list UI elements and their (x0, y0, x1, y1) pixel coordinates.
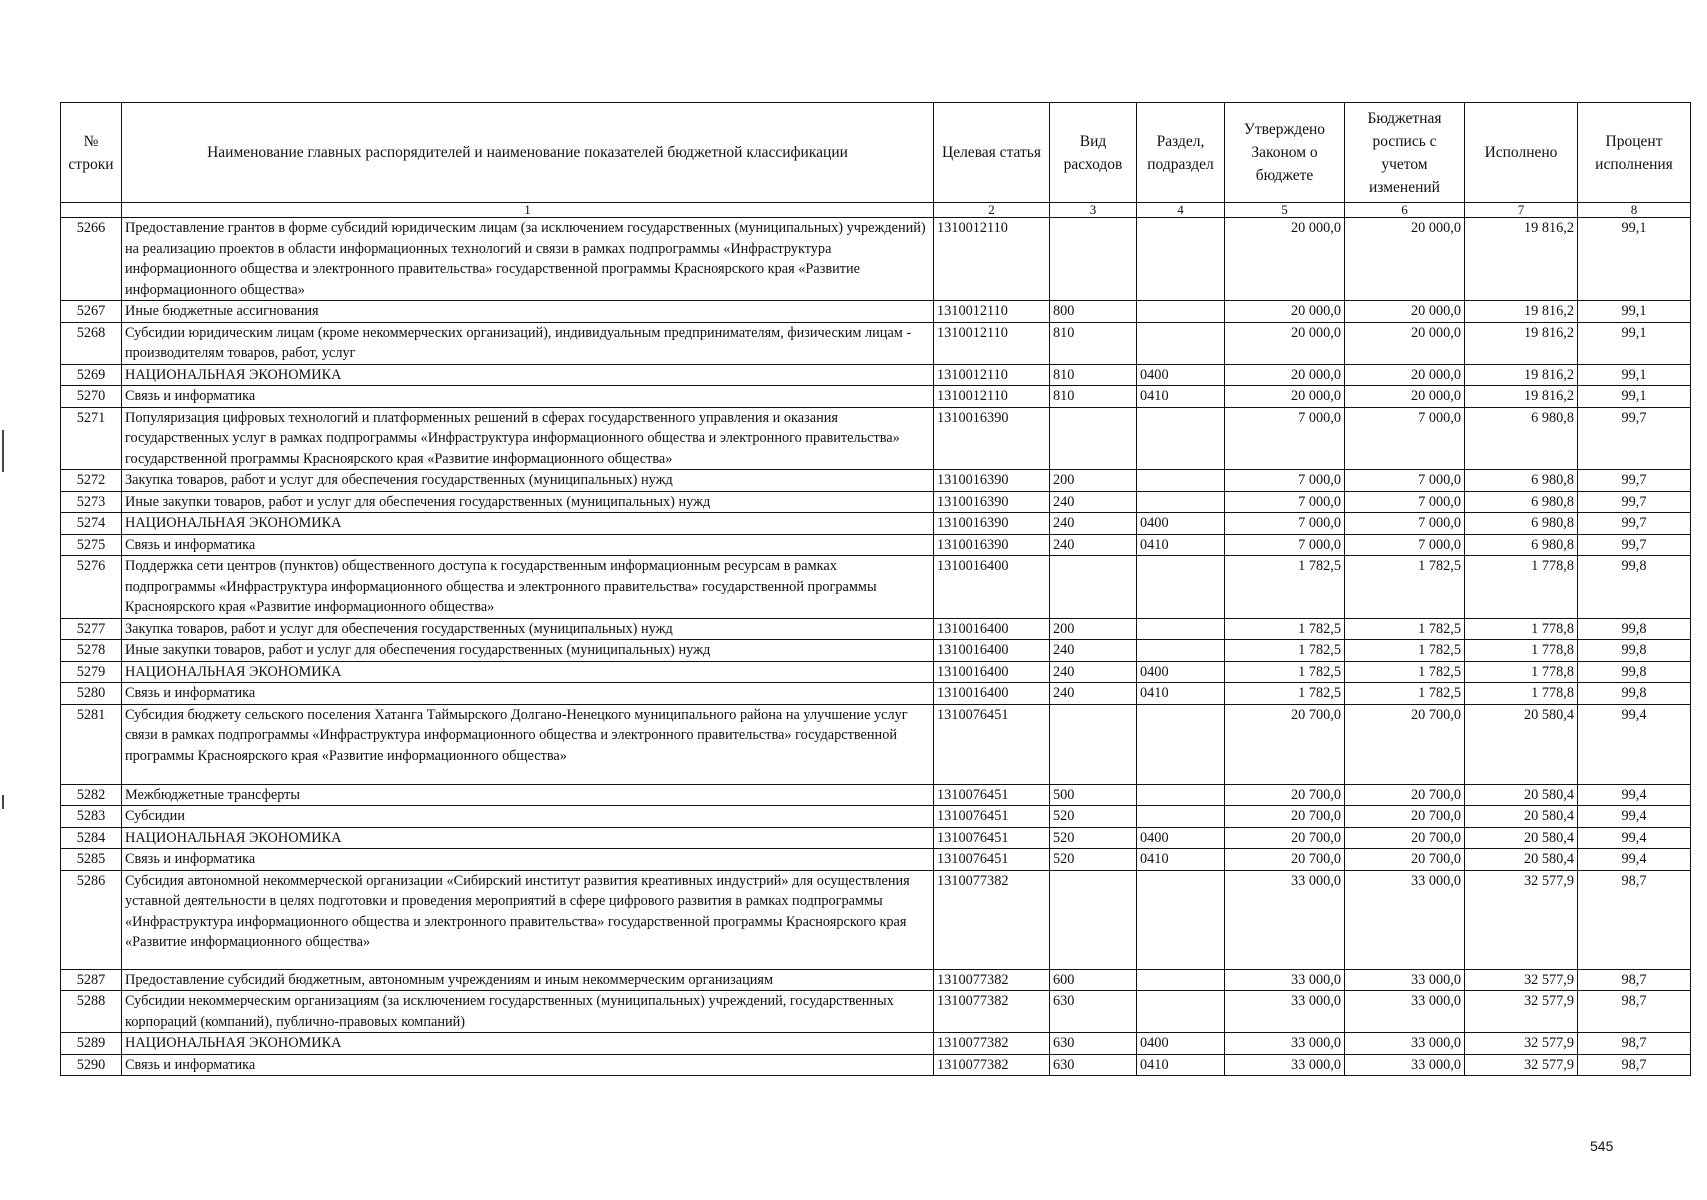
row-number-cell: 5277 (61, 618, 122, 640)
section-cell (1137, 491, 1225, 513)
percent-cell: 99,4 (1578, 784, 1691, 806)
percent-cell: 99,8 (1578, 683, 1691, 705)
section-cell (1137, 991, 1225, 1033)
executed-amount-cell: 32 577,9 (1465, 991, 1578, 1033)
section-cell (1137, 640, 1225, 662)
executed-amount-cell: 20 580,4 (1465, 806, 1578, 828)
executed-amount-cell: 1 778,8 (1465, 640, 1578, 662)
expense-type-cell: 240 (1050, 640, 1137, 662)
section-cell (1137, 322, 1225, 364)
percent-cell: 99,4 (1578, 849, 1691, 871)
executed-amount-cell: 19 816,2 (1465, 218, 1578, 301)
section-cell (1137, 618, 1225, 640)
budget-schedule-cell: 20 700,0 (1345, 849, 1465, 871)
budget-schedule-cell: 33 000,0 (1345, 1033, 1465, 1055)
target-article-cell: 1310077382 (934, 969, 1050, 991)
approved-amount-cell: 33 000,0 (1225, 1054, 1345, 1076)
scan-artifact-mark (2, 430, 4, 472)
column-number: 8 (1578, 203, 1691, 218)
indicator-name-cell: Связь и информатика (122, 683, 934, 705)
budget-schedule-cell: 1 782,5 (1345, 640, 1465, 662)
column-number: 3 (1050, 203, 1137, 218)
expense-type-cell (1050, 407, 1137, 470)
indicator-name-cell: Поддержка сети центров (пунктов) общественного доступа к государственным информационным ресурсам в рамках подпрограммы «Инфраструктура информационного общества и электронного правительства» государственной программы Красноярского края «Развитие информационного общества» (122, 556, 934, 619)
header-approved: Утверждено Законом о бюджете (1225, 103, 1345, 203)
percent-cell: 98,7 (1578, 991, 1691, 1033)
indicator-name-cell: Популяризация цифровых технологий и платформенных решений в сферах государственного управления и оказания государственных услуг в рамках подпрограммы «Инфраструктура информационного общества и электронного правительства» государственной программы Красноярского края «Развитие информационного общества» (122, 407, 934, 470)
percent-cell: 99,7 (1578, 513, 1691, 535)
budget-schedule-cell: 20 000,0 (1345, 364, 1465, 386)
executed-amount-cell: 6 980,8 (1465, 534, 1578, 556)
indicator-name-cell: Закупка товаров, работ и услуг для обеспечения государственных (муниципальных) нужд (122, 470, 934, 492)
indicator-name-cell: Предоставление грантов в форме субсидий юридическим лицам (за исключением государственных (муниципальных) учреждений) на реализацию проектов в области информационных технологий и связи в рамках подпрограммы «Инфраструктура информационного общества и электронного правительства» государственной программы Красноярского края «Развитие информационного общества» (122, 218, 934, 301)
table-row (61, 640, 1691, 662)
column-number-row (61, 203, 1691, 218)
executed-amount-cell: 1 778,8 (1465, 661, 1578, 683)
row-number-cell: 5266 (61, 218, 122, 301)
executed-amount-cell: 19 816,2 (1465, 322, 1578, 364)
row-number-cell: 5287 (61, 969, 122, 991)
budget-schedule-cell: 7 000,0 (1345, 513, 1465, 535)
indicator-name-cell: Закупка товаров, работ и услуг для обеспечения государственных (муниципальных) нужд (122, 618, 934, 640)
section-cell: 0410 (1137, 1054, 1225, 1076)
target-article-cell: 1310016400 (934, 556, 1050, 619)
approved-amount-cell: 20 000,0 (1225, 364, 1345, 386)
expense-type-cell: 630 (1050, 1033, 1137, 1055)
approved-amount-cell: 20 000,0 (1225, 218, 1345, 301)
percent-cell: 99,8 (1578, 618, 1691, 640)
expense-type-cell: 520 (1050, 806, 1137, 828)
header-executed: Исполнено (1465, 103, 1578, 203)
approved-amount-cell: 33 000,0 (1225, 1033, 1345, 1055)
row-number-cell: 5275 (61, 534, 122, 556)
executed-amount-cell: 32 577,9 (1465, 1054, 1578, 1076)
budget-schedule-cell: 1 782,5 (1345, 683, 1465, 705)
row-number-cell: 5276 (61, 556, 122, 619)
row-number-cell: 5284 (61, 827, 122, 849)
target-article-cell: 1310076451 (934, 806, 1050, 828)
header-section: Раздел, подраздел (1137, 103, 1225, 203)
target-article-cell: 1310012110 (934, 364, 1050, 386)
row-number-cell: 5267 (61, 301, 122, 323)
section-cell (1137, 969, 1225, 991)
row-number-cell: 5271 (61, 407, 122, 470)
percent-cell: 99,4 (1578, 704, 1691, 784)
expense-type-cell: 800 (1050, 301, 1137, 323)
approved-amount-cell: 20 000,0 (1225, 386, 1345, 408)
row-number-cell: 5269 (61, 364, 122, 386)
row-number-cell: 5273 (61, 491, 122, 513)
approved-amount-cell: 1 782,5 (1225, 661, 1345, 683)
table-row (61, 218, 1691, 301)
approved-amount-cell: 20 000,0 (1225, 301, 1345, 323)
approved-amount-cell: 20 700,0 (1225, 827, 1345, 849)
expense-type-cell: 500 (1050, 784, 1137, 806)
approved-amount-cell: 7 000,0 (1225, 407, 1345, 470)
target-article-cell: 1310016390 (934, 491, 1050, 513)
indicator-name-cell: Связь и информатика (122, 1054, 934, 1076)
target-article-cell: 1310016390 (934, 407, 1050, 470)
section-cell (1137, 870, 1225, 969)
budget-schedule-cell: 20 700,0 (1345, 784, 1465, 806)
section-cell (1137, 556, 1225, 619)
table-row (61, 470, 1691, 492)
header-expense-type: Вид расходов (1050, 103, 1137, 203)
expense-type-cell: 240 (1050, 513, 1137, 535)
indicator-name-cell: Субсидии юридическим лицам (кроме некоммерческих организаций), индивидуальным предпринимателям, физическим лицам - производителям товаров, работ, услуг (122, 322, 934, 364)
percent-cell: 98,7 (1578, 969, 1691, 991)
table-row (61, 322, 1691, 364)
expense-type-cell (1050, 218, 1137, 301)
row-number-cell: 5279 (61, 661, 122, 683)
table-row (61, 534, 1691, 556)
budget-schedule-cell: 20 000,0 (1345, 218, 1465, 301)
row-number-cell: 5286 (61, 870, 122, 969)
percent-cell: 99,1 (1578, 364, 1691, 386)
section-cell (1137, 784, 1225, 806)
executed-amount-cell: 1 778,8 (1465, 618, 1578, 640)
section-cell: 0410 (1137, 849, 1225, 871)
executed-amount-cell: 20 580,4 (1465, 849, 1578, 871)
table-body (61, 218, 1691, 1076)
approved-amount-cell: 20 700,0 (1225, 806, 1345, 828)
target-article-cell: 1310016400 (934, 618, 1050, 640)
indicator-name-cell: Субсидия бюджету сельского поселения Хатанга Таймырского Долгано-Ненецкого муниципального района на улучшение услуг связи в рамках подпрограммы «Инфраструктура информационного общества и электронного правительства» государственной программы Красноярского края «Развитие информационного общества» (122, 704, 934, 784)
budget-execution-table (60, 102, 1691, 1076)
target-article-cell: 1310076451 (934, 784, 1050, 806)
section-cell: 0410 (1137, 534, 1225, 556)
indicator-name-cell: НАЦИОНАЛЬНАЯ ЭКОНОМИКА (122, 827, 934, 849)
indicator-name-cell: Иные закупки товаров, работ и услуг для обеспечения государственных (муниципальных) нужд (122, 640, 934, 662)
expense-type-cell (1050, 556, 1137, 619)
target-article-cell: 1310077382 (934, 1033, 1050, 1055)
section-cell: 0410 (1137, 386, 1225, 408)
percent-cell: 98,7 (1578, 1033, 1691, 1055)
column-number: 1 (122, 203, 934, 218)
approved-amount-cell: 7 000,0 (1225, 491, 1345, 513)
target-article-cell: 1310077382 (934, 1054, 1050, 1076)
percent-cell: 99,4 (1578, 827, 1691, 849)
expense-type-cell: 240 (1050, 491, 1137, 513)
approved-amount-cell: 20 700,0 (1225, 704, 1345, 784)
target-article-cell: 1310076451 (934, 704, 1050, 784)
table-row (61, 784, 1691, 806)
table-row (61, 661, 1691, 683)
table-row (61, 513, 1691, 535)
budget-schedule-cell: 20 000,0 (1345, 386, 1465, 408)
section-cell (1137, 218, 1225, 301)
column-number: 4 (1137, 203, 1225, 218)
expense-type-cell (1050, 704, 1137, 784)
executed-amount-cell: 32 577,9 (1465, 870, 1578, 969)
header-percent: Процент исполнения (1578, 103, 1691, 203)
indicator-name-cell: Иные бюджетные ассигнования (122, 301, 934, 323)
percent-cell: 99,7 (1578, 470, 1691, 492)
row-number-cell: 5283 (61, 806, 122, 828)
approved-amount-cell: 33 000,0 (1225, 991, 1345, 1033)
row-number-cell: 5289 (61, 1033, 122, 1055)
table-row (61, 806, 1691, 828)
budget-schedule-cell: 7 000,0 (1345, 534, 1465, 556)
expense-type-cell: 630 (1050, 991, 1137, 1033)
section-cell: 0400 (1137, 661, 1225, 683)
table-row (61, 364, 1691, 386)
approved-amount-cell: 7 000,0 (1225, 470, 1345, 492)
header-target-article: Целевая статья (934, 103, 1050, 203)
row-number-cell: 5270 (61, 386, 122, 408)
indicator-name-cell: Иные закупки товаров, работ и услуг для обеспечения государственных (муниципальных) нужд (122, 491, 934, 513)
budget-schedule-cell: 20 000,0 (1345, 301, 1465, 323)
section-cell (1137, 806, 1225, 828)
budget-schedule-cell: 33 000,0 (1345, 991, 1465, 1033)
indicator-name-cell: НАЦИОНАЛЬНАЯ ЭКОНОМИКА (122, 1033, 934, 1055)
budget-schedule-cell: 7 000,0 (1345, 407, 1465, 470)
target-article-cell: 1310012110 (934, 322, 1050, 364)
table-row (61, 618, 1691, 640)
approved-amount-cell: 20 700,0 (1225, 849, 1345, 871)
approved-amount-cell: 1 782,5 (1225, 683, 1345, 705)
row-number-cell: 5268 (61, 322, 122, 364)
approved-amount-cell: 20 700,0 (1225, 784, 1345, 806)
budget-schedule-cell: 20 000,0 (1345, 322, 1465, 364)
column-number: 6 (1345, 203, 1465, 218)
approved-amount-cell: 33 000,0 (1225, 870, 1345, 969)
row-number-cell: 5282 (61, 784, 122, 806)
target-article-cell: 1310016390 (934, 513, 1050, 535)
budget-schedule-cell: 20 700,0 (1345, 827, 1465, 849)
table-row (61, 1033, 1691, 1055)
executed-amount-cell: 19 816,2 (1465, 301, 1578, 323)
target-article-cell: 1310016400 (934, 683, 1050, 705)
column-number: 7 (1465, 203, 1578, 218)
table-row (61, 1054, 1691, 1076)
executed-amount-cell: 19 816,2 (1465, 364, 1578, 386)
expense-type-cell: 200 (1050, 470, 1137, 492)
section-cell: 0400 (1137, 513, 1225, 535)
target-article-cell: 1310016390 (934, 534, 1050, 556)
percent-cell: 99,7 (1578, 534, 1691, 556)
expense-type-cell: 200 (1050, 618, 1137, 640)
row-number-cell: 5288 (61, 991, 122, 1033)
approved-amount-cell: 7 000,0 (1225, 513, 1345, 535)
expense-type-cell: 810 (1050, 386, 1137, 408)
indicator-name-cell: Связь и информатика (122, 849, 934, 871)
expense-type-cell: 630 (1050, 1054, 1137, 1076)
budget-schedule-cell: 7 000,0 (1345, 491, 1465, 513)
expense-type-cell: 240 (1050, 534, 1137, 556)
indicator-name-cell: Связь и информатика (122, 534, 934, 556)
approved-amount-cell: 33 000,0 (1225, 969, 1345, 991)
percent-cell: 98,7 (1578, 870, 1691, 969)
target-article-cell: 1310076451 (934, 827, 1050, 849)
row-number-cell: 5290 (61, 1054, 122, 1076)
expense-type-cell: 810 (1050, 364, 1137, 386)
expense-type-cell: 520 (1050, 849, 1137, 871)
executed-amount-cell: 20 580,4 (1465, 784, 1578, 806)
approved-amount-cell: 1 782,5 (1225, 556, 1345, 619)
scan-artifact-mark (2, 795, 4, 809)
row-number-cell: 5278 (61, 640, 122, 662)
column-number: 5 (1225, 203, 1345, 218)
table-row (61, 827, 1691, 849)
target-article-cell: 1310012110 (934, 386, 1050, 408)
percent-cell: 99,7 (1578, 407, 1691, 470)
target-article-cell: 1310016390 (934, 470, 1050, 492)
executed-amount-cell: 1 778,8 (1465, 556, 1578, 619)
percent-cell: 99,8 (1578, 556, 1691, 619)
indicator-name-cell: НАЦИОНАЛЬНАЯ ЭКОНОМИКА (122, 513, 934, 535)
executed-amount-cell: 19 816,2 (1465, 386, 1578, 408)
section-cell (1137, 301, 1225, 323)
expense-type-cell: 240 (1050, 683, 1137, 705)
percent-cell: 99,1 (1578, 322, 1691, 364)
budget-schedule-cell: 33 000,0 (1345, 1054, 1465, 1076)
table-row (61, 683, 1691, 705)
indicator-name-cell: Связь и информатика (122, 386, 934, 408)
executed-amount-cell: 32 577,9 (1465, 969, 1578, 991)
percent-cell: 98,7 (1578, 1054, 1691, 1076)
executed-amount-cell: 20 580,4 (1465, 704, 1578, 784)
budget-schedule-cell: 1 782,5 (1345, 661, 1465, 683)
expense-type-cell: 600 (1050, 969, 1137, 991)
target-article-cell: 1310077382 (934, 991, 1050, 1033)
executed-amount-cell: 6 980,8 (1465, 470, 1578, 492)
column-number: 2 (934, 203, 1050, 218)
row-number-cell: 5274 (61, 513, 122, 535)
header-row (61, 103, 1691, 203)
section-cell: 0400 (1137, 364, 1225, 386)
table-row (61, 407, 1691, 470)
row-number-cell: 5281 (61, 704, 122, 784)
indicator-name-cell: Предоставление субсидий бюджетным, автономным учреждениям и иным некоммерческим организациям (122, 969, 934, 991)
approved-amount-cell: 20 000,0 (1225, 322, 1345, 364)
section-cell: 0400 (1137, 827, 1225, 849)
row-number-cell: 5272 (61, 470, 122, 492)
section-cell: 0410 (1137, 683, 1225, 705)
table-row (61, 849, 1691, 871)
indicator-name-cell: Субсидия автономной некоммерческой организации «Сибирский институт развития креативных индустрий» для осуществления уставной деятельности в целях подготовки и проведения мероприятий в сфере цифрового развития в рамках подпрограммы «Инфраструктура информационного общества и электронного правительства» государственной программы Красноярского края «Развитие информационного общества» (122, 870, 934, 969)
section-cell: 0400 (1137, 1033, 1225, 1055)
expense-type-cell: 810 (1050, 322, 1137, 364)
executed-amount-cell: 20 580,4 (1465, 827, 1578, 849)
target-article-cell: 1310012110 (934, 301, 1050, 323)
approved-amount-cell: 1 782,5 (1225, 618, 1345, 640)
budget-schedule-cell: 20 700,0 (1345, 806, 1465, 828)
executed-amount-cell: 6 980,8 (1465, 513, 1578, 535)
indicator-name-cell: НАЦИОНАЛЬНАЯ ЭКОНОМИКА (122, 661, 934, 683)
section-cell (1137, 470, 1225, 492)
table-row (61, 301, 1691, 323)
percent-cell: 99,8 (1578, 661, 1691, 683)
indicator-name-cell: НАЦИОНАЛЬНАЯ ЭКОНОМИКА (122, 364, 934, 386)
executed-amount-cell: 6 980,8 (1465, 491, 1578, 513)
executed-amount-cell: 6 980,8 (1465, 407, 1578, 470)
percent-cell: 99,8 (1578, 640, 1691, 662)
budget-schedule-cell: 33 000,0 (1345, 969, 1465, 991)
row-number-cell: 5285 (61, 849, 122, 871)
executed-amount-cell: 1 778,8 (1465, 683, 1578, 705)
column-number (61, 203, 122, 218)
table-row (61, 870, 1691, 969)
indicator-name-cell: Субсидии некоммерческим организациям (за исключением государственных (муниципальных) учреждений, государственных корпораций (компаний), публично-правовых компаний) (122, 991, 934, 1033)
indicator-name-cell: Межбюджетные трансферты (122, 784, 934, 806)
approved-amount-cell: 1 782,5 (1225, 640, 1345, 662)
target-article-cell: 1310016400 (934, 661, 1050, 683)
budget-schedule-cell: 20 700,0 (1345, 704, 1465, 784)
budget-schedule-cell: 33 000,0 (1345, 870, 1465, 969)
table-row (61, 556, 1691, 619)
target-article-cell: 1310076451 (934, 849, 1050, 871)
percent-cell: 99,4 (1578, 806, 1691, 828)
row-number-cell: 5280 (61, 683, 122, 705)
budget-schedule-cell: 1 782,5 (1345, 618, 1465, 640)
header-row-number: № строки (61, 103, 122, 203)
budget-schedule-cell: 7 000,0 (1345, 470, 1465, 492)
header-budget-schedule: Бюджетная роспись с учетом изменений (1345, 103, 1465, 203)
indicator-name-cell: Субсидии (122, 806, 934, 828)
target-article-cell: 1310016400 (934, 640, 1050, 662)
header-name: Наименование главных распорядителей и наименование показателей бюджетной классификации (122, 103, 934, 203)
expense-type-cell (1050, 870, 1137, 969)
percent-cell: 99,1 (1578, 301, 1691, 323)
table-row (61, 969, 1691, 991)
executed-amount-cell: 32 577,9 (1465, 1033, 1578, 1055)
percent-cell: 99,1 (1578, 218, 1691, 301)
percent-cell: 99,1 (1578, 386, 1691, 408)
expense-type-cell: 520 (1050, 827, 1137, 849)
table-row (61, 491, 1691, 513)
table-row (61, 704, 1691, 784)
section-cell (1137, 407, 1225, 470)
percent-cell: 99,7 (1578, 491, 1691, 513)
budget-schedule-cell: 1 782,5 (1345, 556, 1465, 619)
approved-amount-cell: 7 000,0 (1225, 534, 1345, 556)
table-row (61, 991, 1691, 1033)
target-article-cell: 1310012110 (934, 218, 1050, 301)
page-number: 545 (1590, 1138, 1614, 1154)
target-article-cell: 1310077382 (934, 870, 1050, 969)
section-cell (1137, 704, 1225, 784)
table-row (61, 386, 1691, 408)
expense-type-cell: 240 (1050, 661, 1137, 683)
